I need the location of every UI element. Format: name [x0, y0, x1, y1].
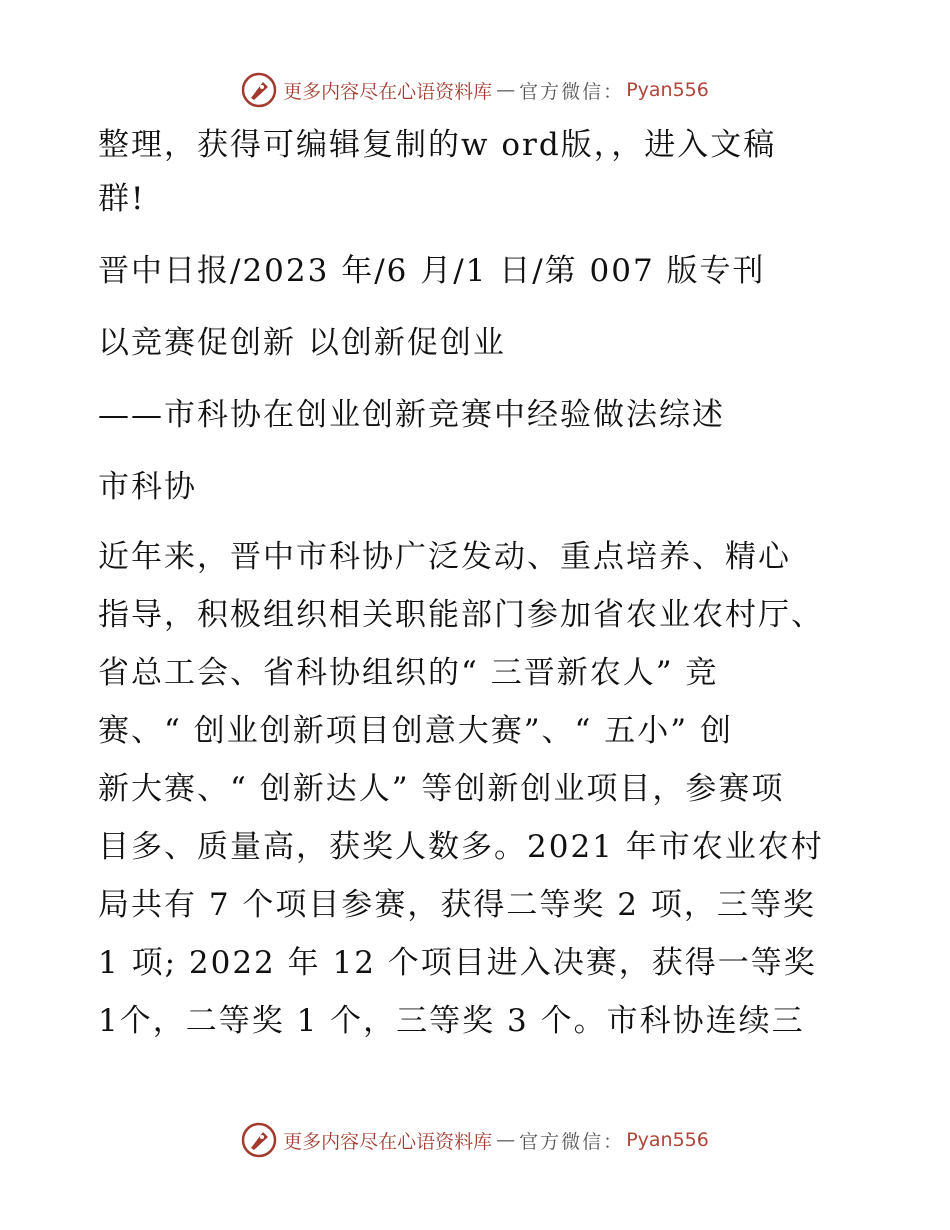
- watermark-banner-bottom: [0, 1120, 950, 1160]
- intro-line: 整理，获得可编辑复制的w ord版，，进入文稿: [98, 127, 777, 163]
- pen-nib-icon: [241, 1122, 277, 1158]
- watermark-wechat-id: Pyan556: [626, 79, 709, 101]
- watermark-brand-text: 更多内容尽在心语资料库: [283, 80, 493, 103]
- source-line: 晋中日报/2023 年/6 月/1 日/第 007 版专刊: [98, 253, 766, 289]
- body-line: 近年来，晋中市科协广泛发动、重点培养、精心: [98, 539, 791, 575]
- body-line: 局共有 7 个项目参赛，获得二等奖 2 项，三等奖: [98, 887, 816, 923]
- watermark-wechat-id: Pyan556: [626, 1129, 709, 1151]
- watermark-separator: —: [496, 79, 516, 101]
- body-line: 指导，积极组织相关职能部门参加省农业农村厅、: [98, 597, 824, 633]
- article-title: 以竞赛促创新 以创新促创业: [98, 325, 506, 361]
- watermark-banner-top: [0, 70, 950, 110]
- body-line: 省总工会、省科协组织的“ 三晋新农人” 竞: [98, 655, 719, 691]
- body-line: 1个，二等奖 1 个，三等奖 3 个。市科协连续三: [98, 1003, 805, 1039]
- pen-nib-icon: [241, 72, 277, 108]
- body-line: 目多、质量高，获奖人数多。2021 年市农业农村: [98, 829, 824, 865]
- body-line: 1 项; 2022 年 12 个项目进入决赛，获得一等奖: [98, 945, 817, 981]
- watermark-wechat-label: 官方微信：: [519, 1130, 625, 1153]
- watermark-wechat-label: 官方微信：: [519, 80, 625, 103]
- document-content: [98, 118, 850, 1050]
- body-line: 赛、“ 创业创新项目创意大赛”、“ 五小” 创: [98, 713, 733, 749]
- body-line: 新大赛、“ 创新达人” 等创新创业项目，参赛项: [98, 771, 785, 807]
- article-subtitle: ——市科协在创业创新竞赛中经验做法综述: [98, 397, 725, 433]
- watermark-separator: —: [496, 1129, 516, 1151]
- intro-line: 群!: [98, 181, 146, 217]
- article-body: [98, 528, 850, 1050]
- watermark-brand-text: 更多内容尽在心语资料库: [283, 1130, 493, 1153]
- article-author: 市科协: [98, 469, 197, 505]
